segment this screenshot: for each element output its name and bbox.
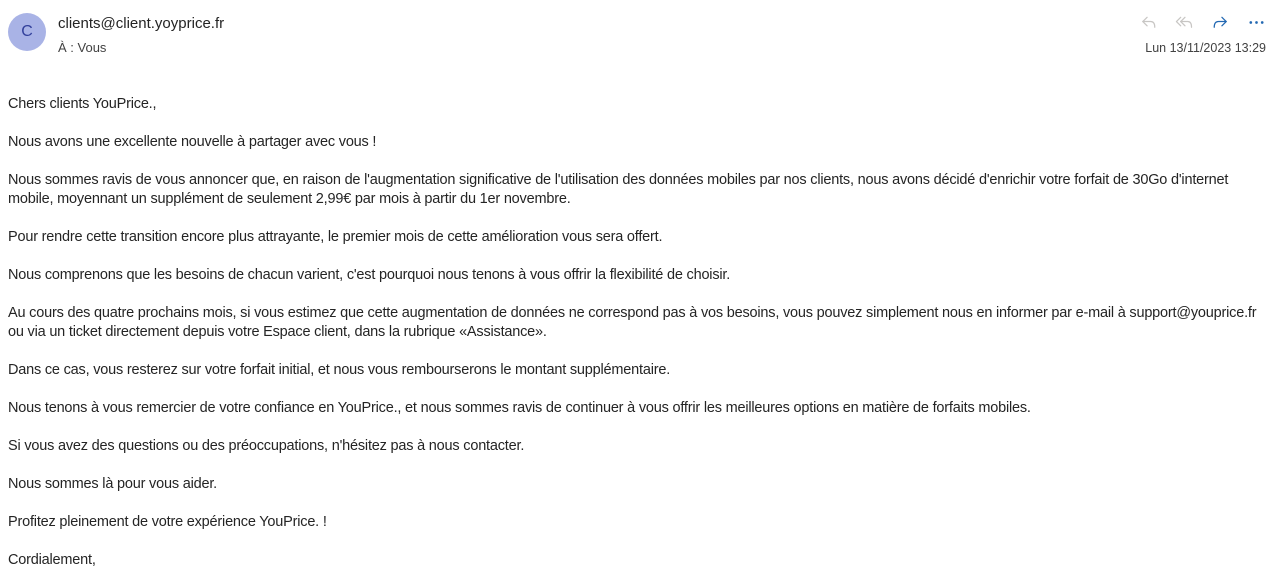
more-options-button[interactable] <box>1246 12 1266 32</box>
email-paragraph: Dans ce cas, vous resterez sur votre forfait initial, et nous vous rembourserons le montant supplémentaire. <box>8 362 671 378</box>
email-paragraph: Nous comprenons que les besoins de chacun varient, c'est pourquoi nous tenons à vous offrir la flexibilité de choisir. <box>8 267 731 283</box>
email-paragraph: Cordialement, <box>8 552 96 568</box>
reply-all-icon <box>1175 13 1194 32</box>
email-paragraph: Au cours des quatre prochains mois, si vous estimez que cette augmentation de données ne correspond pas à vos besoins, vous pouvez simplement nous en informer par e-mail à support@youprice.fr ou via un ticket directement depuis votre Espace client, dans la rubrique «Assistance». <box>8 305 1257 340</box>
more-options-icon <box>1247 13 1266 32</box>
header-right <box>1138 12 1266 55</box>
forward-icon <box>1211 13 1230 32</box>
avatar-initial: C <box>21 23 33 40</box>
email-paragraph: Pour rendre cette transition encore plus attrayante, le premier mois de cette amélioration vous sera offert. <box>8 229 663 245</box>
email-paragraph: Si vous avez des questions ou des préoccupations, n'hésitez pas à nous contacter. <box>8 438 525 454</box>
message-date: Lun 13/11/2023 13:29 <box>1145 41 1266 55</box>
forward-button[interactable] <box>1210 12 1230 32</box>
email-paragraph: Chers clients YouPrice., <box>8 96 157 112</box>
message-toolbar <box>1138 12 1266 32</box>
sender-email[interactable]: clients@client.yoyprice.fr <box>58 15 225 32</box>
email-paragraph: Nous sommes ravis de vous annoncer que, en raison de l'augmentation significative de l'utilisation des données mobiles par nos clients, nous avons décidé d'enrichir votre forfait de 30Go d'internet mobile, moyennant un supplément de seulement 2,99€ par mois à partir du 1er novembre. <box>8 172 1229 207</box>
email-body <box>0 95 1280 570</box>
avatar[interactable] <box>8 13 46 51</box>
email-header <box>0 0 1280 62</box>
recipient-line[interactable]: À : Vous <box>58 40 107 55</box>
reply-icon <box>1139 13 1158 32</box>
email-paragraph: Nous tenons à vous remercier de votre confiance en YouPrice., et nous sommes ravis de continuer à vous offrir les meilleures options en matière de forfaits mobiles. <box>8 400 1031 416</box>
reply-all-button[interactable] <box>1174 12 1194 32</box>
email-paragraph: Nous avons une excellente nouvelle à partager avec vous ! <box>8 134 377 150</box>
email-paragraph: Nous sommes là pour vous aider. <box>8 476 217 492</box>
reply-button[interactable] <box>1138 12 1158 32</box>
sender-block <box>58 13 1266 56</box>
email-paragraph: Profitez pleinement de votre expérience YouPrice. ! <box>8 514 327 530</box>
